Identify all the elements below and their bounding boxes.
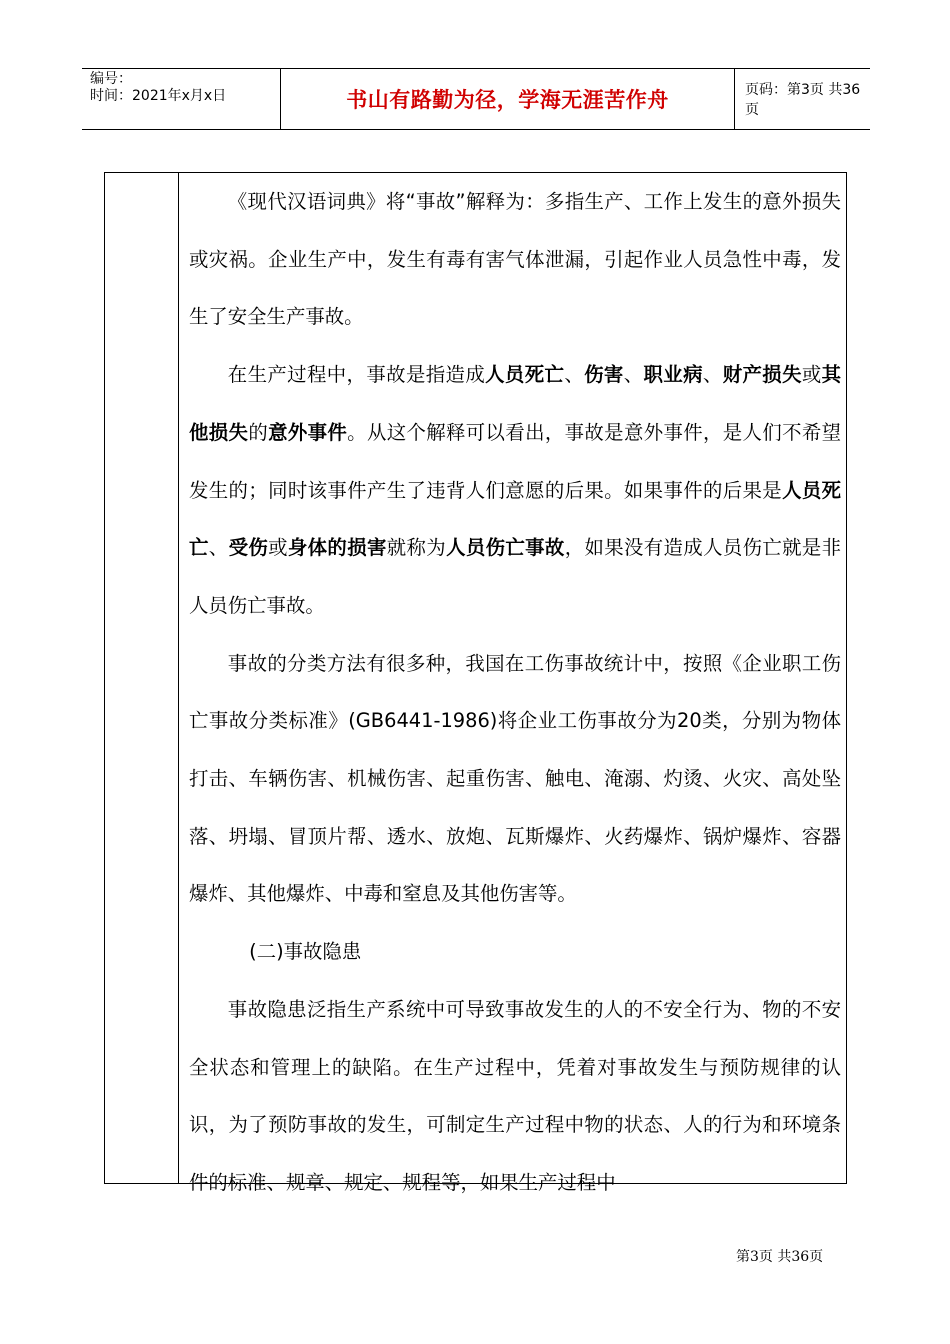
body-text: 、 <box>564 363 585 387</box>
page-header <box>82 68 870 130</box>
emphasis-text: 伤害 <box>584 363 624 387</box>
paragraph-p4 <box>189 923 841 981</box>
header-motto: 书山有路勤为径，学海无涯苦作舟 <box>281 69 735 129</box>
emphasis-text: 受伤 <box>228 536 269 560</box>
body-text: 事故的分类方法有很多种，我国在工伤事故统计中，按照《企业职工伤亡事故分类标准》(GB6441-1986)将企业工伤事故分为20类，分别为物体打击、车辆伤害、机械伤害、起重伤害、触电、淹溺、灼烫、火灾、高处坠落、坍塌、冒顶片帮、透水、放炮、瓦斯爆炸、火药爆炸、锅炉爆炸、容器爆炸、其他爆炸、中毒和窒息及其他伤害等。 <box>189 651 841 906</box>
body-text: (二)事故隐患 <box>249 940 362 964</box>
emphasis-text: 财产损失 <box>722 363 802 387</box>
left-empty-column <box>105 173 179 1183</box>
emphasis-text: 其他损失 <box>189 363 842 444</box>
document-number-label: 编号： <box>90 71 132 87</box>
body-text: 或 <box>801 363 822 387</box>
page-footer: 第3页 共36页 <box>736 1249 824 1265</box>
emphasis-text: 职业病 <box>643 363 703 387</box>
paragraph-p1 <box>189 173 841 346</box>
emphasis-text: 人员死亡 <box>485 363 565 387</box>
body-text: 、 <box>623 363 644 387</box>
body-text: 、 <box>702 363 723 387</box>
emphasis-text: 人员伤亡事故 <box>446 536 565 560</box>
body-text: 就称为 <box>386 536 447 560</box>
emphasis-text: 身体的损害 <box>287 536 387 560</box>
content-table <box>104 172 847 1194</box>
header-meta-cell <box>82 69 281 129</box>
body-text: 的 <box>248 420 269 444</box>
paragraph-p3 <box>189 635 841 924</box>
body-text: 《现代汉语词典》将“事故”解释为：多指生产、工作上发生的意外损失或灾祸。企业生产中，发生有毒有害气体泄漏，引起作业人员急性中毒，发生了安全生产事故。 <box>189 190 841 329</box>
body-text: 。从这个解释可以看出，事故是意外事件，是人们不希望发生的；同时该事件产生了违背人们意愿的后果。如果事件的后果是 <box>189 420 842 502</box>
paragraph-p2 <box>189 346 841 635</box>
paragraph-p5 <box>189 981 841 1212</box>
body-text: 事故隐患泛指生产系统中可导致事故发生的人的不安全行为、物的不安全状态和管理上的缺陷。在生产过程中，凭着对事故发生与预防规律的认识，为了预防事故的发生，可制定生产过程中物的状态、人的行为和环境条件的标准、规章、规定、规程等，如果生产过程中 <box>189 997 841 1194</box>
document-date-label: 时间：2021年x月x日 <box>90 88 227 104</box>
body-text: 或 <box>268 536 288 560</box>
header-page-info: 页码：第3页 共36页 <box>745 82 861 118</box>
body-text: 在生产过程中，事故是指造成 <box>227 363 486 387</box>
emphasis-text: 意外事件 <box>268 420 348 444</box>
content-body <box>189 173 841 1212</box>
body-text: 、 <box>208 536 229 560</box>
body-text: ，如果没有造成人员伤亡就是非人员伤亡事故。 <box>189 536 842 617</box>
emphasis-text: 人员死亡 <box>189 478 842 560</box>
